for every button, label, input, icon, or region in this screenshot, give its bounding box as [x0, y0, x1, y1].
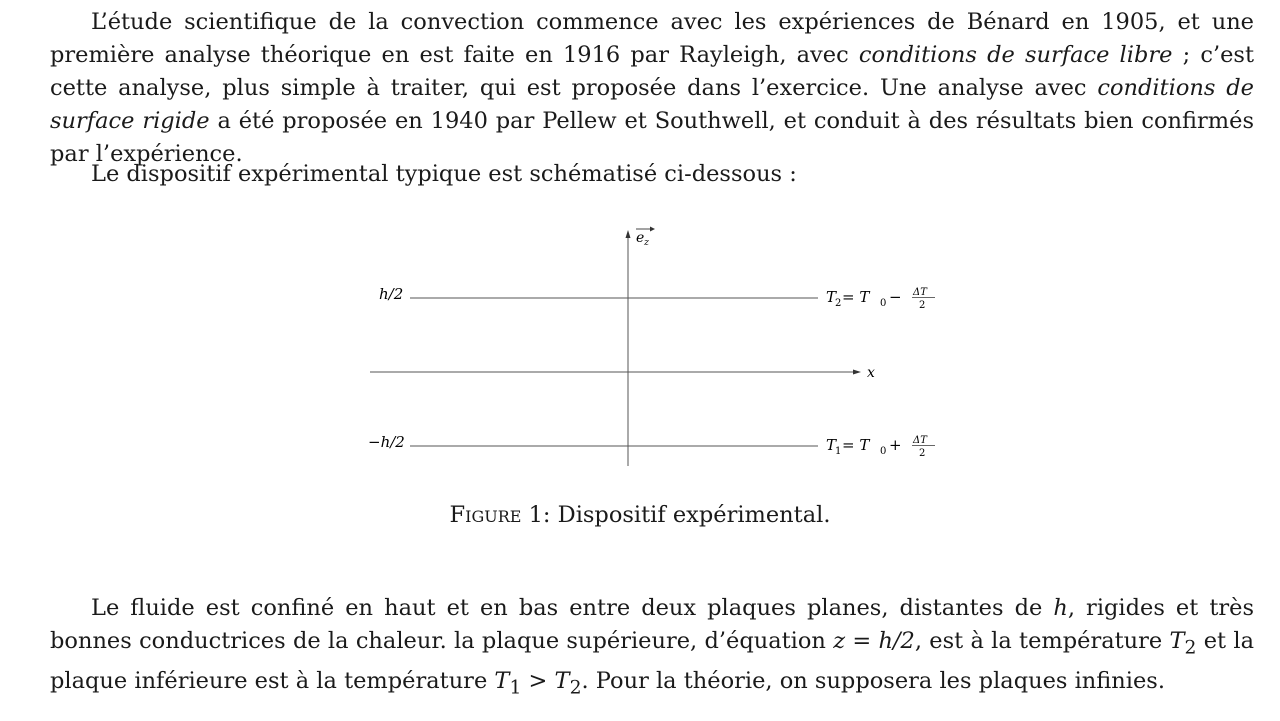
description-paragraph: [50, 592, 1254, 704]
svg-text:1: 1: [835, 446, 842, 457]
intro-text-2: ; c’est cette analyse, plus simple à traiter, qui est proposée dans l’exercice. Une analyse avec: [50, 42, 1254, 101]
svg-text:ΔT: ΔT: [913, 287, 927, 298]
setup-text: Le dispositif expérimental typique est schématisé ci-dessous :: [91, 161, 797, 187]
top-plate-label: h/2: [379, 285, 404, 303]
z-axis-label: [636, 227, 655, 249]
intro-text-1: L’étude scientifique de la convection commence avec les expériences de Bénard en 1905, et une première analyse théorique en est faite en 1916 par Rayleigh, avec: [50, 9, 1254, 68]
description-text-2: , rigides et très bonnes conductrices de la chaleur. la plaque supérieure, d’équation: [50, 595, 1254, 654]
svg-text:T: T: [826, 436, 837, 454]
description-text-3: , est à la température: [914, 628, 1170, 654]
svg-text:= T: = T: [842, 436, 870, 454]
svg-text:−: −: [889, 288, 902, 306]
figure-caption-prefix: Figure 1: [449, 502, 543, 528]
math-t2: T: [1169, 628, 1185, 654]
description-text-5: . Pour la théorie, on supposera les plaques infinies.: [581, 667, 1165, 694]
bottom-plate-temperature: [826, 435, 935, 459]
svg-text:T: T: [826, 288, 837, 306]
top-plate-temperature: [826, 287, 935, 311]
x-axis-label: x: [867, 365, 875, 381]
math-t2-second: T: [554, 667, 570, 694]
svg-text:0: 0: [880, 298, 887, 309]
math-h: h: [1053, 595, 1068, 621]
bottom-plate-label: −h/2: [368, 433, 405, 451]
intro-paragraph: [50, 6, 1254, 171]
math-t2-second-subscript: 2: [569, 677, 582, 698]
description-text-1: Le fluide est confiné en haut et en bas entre deux plaques planes, distantes de: [91, 595, 1054, 621]
math-t1: T: [494, 667, 510, 694]
figure-caption-text: : Dispositif expérimental.: [542, 502, 831, 528]
svg-text:2: 2: [919, 300, 926, 311]
svg-text:e: e: [636, 230, 645, 246]
svg-text:z: z: [644, 237, 650, 248]
z-axis-arrowhead: [626, 230, 631, 238]
math-plate-equation: z = h/2: [833, 628, 915, 654]
svg-text:2: 2: [835, 298, 842, 309]
intro-text-3: a été proposée en 1940 par Pellew et Southwell, et conduit à des résultats bien confirmés par l’expérience.: [50, 108, 1254, 167]
math-greater-than: >: [521, 667, 555, 694]
svg-text:ΔT: ΔT: [913, 435, 927, 446]
setup-paragraph: [50, 158, 1254, 191]
figure-caption: [0, 499, 1280, 532]
svg-text:+: +: [889, 436, 902, 454]
svg-text:2: 2: [919, 448, 926, 459]
intro-emphasis-2: conditions de surface rigide: [50, 75, 1254, 134]
x-axis-arrowhead: [853, 370, 861, 375]
description-text-4: et la plaque inférieure est à la température: [50, 628, 1254, 694]
math-t2-subscript: 2: [1184, 637, 1197, 659]
math-t1-subscript: 1: [509, 677, 522, 698]
intro-emphasis-1: conditions de surface libre: [858, 42, 1173, 68]
svg-text:0: 0: [880, 446, 887, 457]
svg-text:= T: = T: [842, 288, 870, 306]
